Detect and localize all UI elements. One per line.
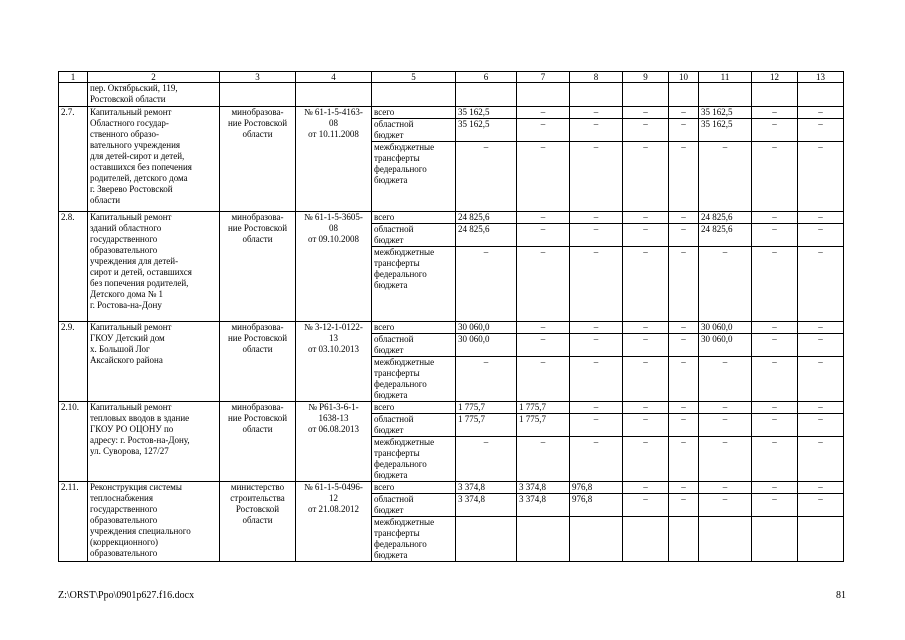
budget-table (58, 71, 844, 562)
funding-source-cell: областной бюджет (372, 224, 456, 247)
value-cell: – (517, 119, 570, 142)
value-cell: 35 162,5 (699, 119, 752, 142)
agency-cell: минобразова- ние Ростовской области (220, 322, 296, 402)
value-cell: – (752, 212, 798, 224)
column-number: 6 (456, 72, 517, 83)
value-cell: 3 374,8 (456, 482, 517, 494)
row-number-cell: 2.10. (59, 402, 88, 482)
value-cell: – (517, 247, 570, 322)
value-cell: – (517, 212, 570, 224)
value-cell: 24 825,6 (699, 212, 752, 224)
value-cell: – (456, 437, 517, 482)
empty-cell (456, 83, 517, 107)
header-row (59, 72, 844, 83)
value-cell: – (517, 334, 570, 357)
empty-cell (570, 83, 623, 107)
value-cell: – (623, 334, 669, 357)
value-cell: – (623, 414, 669, 437)
table-row (59, 322, 844, 334)
document-cell: № 61-1-5-0496- 12 от 21.08.2012 (296, 482, 372, 562)
value-cell: – (752, 437, 798, 482)
value-cell: – (752, 224, 798, 247)
value-cell: 24 825,6 (456, 212, 517, 224)
footer-file-path: Z:\ORST\Ppo\0901p627.f16.docx (58, 590, 195, 601)
value-cell: – (798, 494, 844, 517)
empty-cell (798, 83, 844, 107)
value-cell: 976,8 (570, 482, 623, 494)
value-cell: – (752, 357, 798, 402)
value-cell (623, 517, 669, 562)
value-cell: – (699, 494, 752, 517)
value-cell: – (517, 437, 570, 482)
value-cell (456, 517, 517, 562)
value-cell (517, 517, 570, 562)
table-row (59, 402, 844, 414)
value-cell: 1 775,7 (456, 402, 517, 414)
object-name-cell: Капитальный ремонт ГКОУ Детский дом х. Большой Лог Аксайского района (88, 322, 220, 402)
funding-source-cell: всего (372, 482, 456, 494)
column-number: 3 (220, 72, 296, 83)
column-number: 8 (570, 72, 623, 83)
document-cell: № Р61-3-6-1- 1638-13 от 06.08.2013 (296, 402, 372, 482)
value-cell: – (669, 402, 699, 414)
value-cell: 24 825,6 (456, 224, 517, 247)
value-cell (752, 517, 798, 562)
agency-cell: минобразова- ние Ростовской области (220, 402, 296, 482)
funding-source-cell: всего (372, 402, 456, 414)
value-cell: – (623, 142, 669, 212)
empty-cell (752, 83, 798, 107)
empty-cell (699, 83, 752, 107)
value-cell: – (798, 107, 844, 119)
value-cell: – (623, 224, 669, 247)
column-number: 2 (88, 72, 220, 83)
column-number: 13 (798, 72, 844, 83)
column-number: 7 (517, 72, 570, 83)
value-cell: – (798, 482, 844, 494)
value-cell: 35 162,5 (699, 107, 752, 119)
value-cell: – (699, 357, 752, 402)
value-cell: – (798, 247, 844, 322)
document-cell: № 61-1-5-4163- 08 от 10.11.2008 (296, 107, 372, 212)
value-cell: – (623, 494, 669, 517)
value-cell: – (623, 212, 669, 224)
value-cell: – (669, 334, 699, 357)
object-name-cell: Капитальный ремонт зданий областного государственного образовательного учреждения для детей- сирот и детей, оставшихся без попечения родителей, Детского дома № 1 г. Ростова-на-Дону (88, 212, 220, 322)
value-cell: – (752, 494, 798, 517)
value-cell: 3 374,8 (456, 494, 517, 517)
value-cell: – (798, 414, 844, 437)
value-cell: – (752, 414, 798, 437)
agency-cell: минобразова- ние Ростовской области (220, 107, 296, 212)
value-cell: 24 825,6 (699, 224, 752, 247)
object-name-cell: Реконструкция системы теплоснабжения государственного образовательного учреждения специального (коррекционного) образовательного (88, 482, 220, 562)
value-cell: – (699, 247, 752, 322)
value-cell: – (669, 212, 699, 224)
value-cell: – (752, 322, 798, 334)
value-cell: – (752, 334, 798, 357)
table-row (59, 212, 844, 224)
value-cell: – (752, 402, 798, 414)
agency-cell: минобразова- ние Ростовской области (220, 212, 296, 322)
value-cell: – (570, 107, 623, 119)
value-cell: 1 775,7 (517, 414, 570, 437)
value-cell: – (570, 142, 623, 212)
value-cell: 3 374,8 (517, 494, 570, 517)
value-cell: 30 060,0 (456, 334, 517, 357)
column-number: 4 (296, 72, 372, 83)
value-cell: – (752, 247, 798, 322)
value-cell: – (623, 402, 669, 414)
value-cell: 3 374,8 (517, 482, 570, 494)
value-cell: – (517, 142, 570, 212)
value-cell: – (623, 437, 669, 482)
value-cell: – (669, 437, 699, 482)
empty-cell (220, 83, 296, 107)
value-cell: – (752, 107, 798, 119)
value-cell: – (623, 119, 669, 142)
table-row (59, 482, 844, 494)
value-cell: – (517, 322, 570, 334)
value-cell: – (669, 357, 699, 402)
value-cell: – (798, 224, 844, 247)
value-cell: 30 060,0 (456, 322, 517, 334)
value-cell: – (669, 119, 699, 142)
value-cell: – (669, 142, 699, 212)
object-name-cell: пер. Октябрьский, 119, Ростовской области (88, 83, 220, 107)
value-cell: – (669, 414, 699, 437)
value-cell: – (570, 414, 623, 437)
value-cell: 1 775,7 (456, 414, 517, 437)
value-cell: – (752, 142, 798, 212)
row-number-cell: 2.7. (59, 107, 88, 212)
agency-cell: министерство строительства Ростовской области (220, 482, 296, 562)
value-cell: – (456, 357, 517, 402)
value-cell: – (570, 212, 623, 224)
value-cell: – (517, 357, 570, 402)
value-cell: – (669, 224, 699, 247)
funding-source-cell: областной бюджет (372, 494, 456, 517)
value-cell: – (699, 142, 752, 212)
row-number-cell (59, 83, 88, 107)
value-cell: – (570, 224, 623, 247)
page-number: 81 (836, 590, 846, 601)
funding-source-cell: областной бюджет (372, 334, 456, 357)
value-cell: – (456, 142, 517, 212)
value-cell: – (570, 357, 623, 402)
value-cell: 35 162,5 (456, 107, 517, 119)
funding-source-cell: всего (372, 212, 456, 224)
value-cell: 35 162,5 (456, 119, 517, 142)
value-cell: – (669, 247, 699, 322)
row-number-cell: 2.8. (59, 212, 88, 322)
value-cell: – (517, 224, 570, 247)
value-cell: – (570, 402, 623, 414)
value-cell: – (456, 247, 517, 322)
value-cell: – (699, 414, 752, 437)
value-cell: – (699, 402, 752, 414)
row-number-cell: 2.11. (59, 482, 88, 562)
value-cell: 30 060,0 (699, 334, 752, 357)
value-cell: 30 060,0 (699, 322, 752, 334)
column-number: 9 (623, 72, 669, 83)
value-cell: – (669, 494, 699, 517)
empty-cell (296, 83, 372, 107)
value-cell: 976,8 (570, 494, 623, 517)
value-cell: – (798, 322, 844, 334)
value-cell: – (623, 322, 669, 334)
value-cell: – (699, 437, 752, 482)
value-cell: – (570, 322, 623, 334)
object-name-cell: Капитальный ремонт тепловых вводов в здание ГКОУ РО ОЦОНУ по адресу: г. Ростов-на-Дону, ул. Суворова, 127/27 (88, 402, 220, 482)
value-cell: – (517, 107, 570, 119)
value-cell: – (798, 212, 844, 224)
column-number: 10 (669, 72, 699, 83)
document-cell: № 3-12-1-0122- 13 от 03.10.2013 (296, 322, 372, 402)
value-cell: – (669, 322, 699, 334)
row-number-cell: 2.9. (59, 322, 88, 402)
column-number: 1 (59, 72, 88, 83)
funding-source-cell: всего (372, 322, 456, 334)
value-cell (570, 517, 623, 562)
value-cell: – (623, 247, 669, 322)
funding-source-cell: областной бюджет (372, 414, 456, 437)
funding-source-cell: межбюджетные трансферты федерального бюджета (372, 247, 456, 322)
value-cell: – (570, 119, 623, 142)
funding-source-cell: межбюджетные трансферты федерального бюджета (372, 142, 456, 212)
value-cell: – (798, 402, 844, 414)
value-cell: – (798, 437, 844, 482)
table-row (59, 107, 844, 119)
value-cell: – (623, 357, 669, 402)
object-name-cell: Капитальный ремонт Областного государ- ственного образо- вательного учреждения для детей-сирот и детей, оставшихся без попечения родителей, детского дома г. Зверево Ростовской области (88, 107, 220, 212)
value-cell: – (752, 119, 798, 142)
value-cell: – (570, 247, 623, 322)
funding-source-cell: межбюджетные трансферты федерального бюджета (372, 517, 456, 562)
value-cell: – (699, 482, 752, 494)
column-number: 12 (752, 72, 798, 83)
value-cell (798, 517, 844, 562)
funding-source-cell: всего (372, 107, 456, 119)
value-cell (699, 517, 752, 562)
value-cell: – (798, 142, 844, 212)
continuation-row (59, 83, 844, 107)
value-cell: 1 775,7 (517, 402, 570, 414)
empty-cell (669, 83, 699, 107)
column-number: 5 (372, 72, 456, 83)
value-cell: – (570, 334, 623, 357)
funding-source-cell: областной бюджет (372, 119, 456, 142)
value-cell: – (623, 107, 669, 119)
empty-cell (623, 83, 669, 107)
value-cell: – (798, 357, 844, 402)
empty-cell (517, 83, 570, 107)
empty-cell (372, 83, 456, 107)
value-cell: – (798, 119, 844, 142)
value-cell: – (669, 107, 699, 119)
funding-source-cell: межбюджетные трансферты федерального бюджета (372, 437, 456, 482)
value-cell (669, 517, 699, 562)
value-cell: – (752, 482, 798, 494)
value-cell: – (798, 334, 844, 357)
funding-source-cell: межбюджетные трансферты федерального бюджета (372, 357, 456, 402)
value-cell: – (570, 437, 623, 482)
document-cell: № 61-1-5-3605- 08 от 09.10.2008 (296, 212, 372, 322)
value-cell: – (623, 482, 669, 494)
value-cell: – (669, 482, 699, 494)
column-number: 11 (699, 72, 752, 83)
